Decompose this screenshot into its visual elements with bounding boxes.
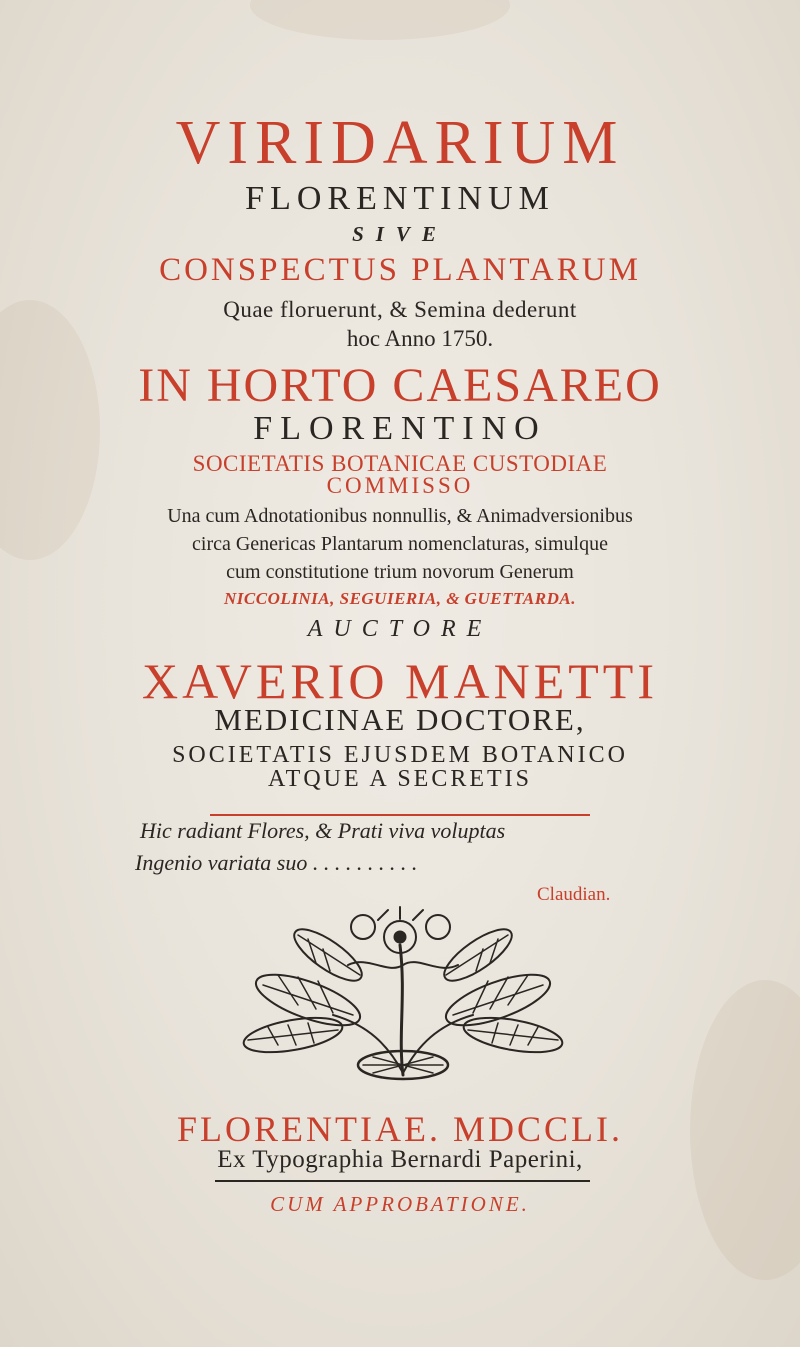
auctore: AUCTORE (307, 616, 493, 642)
epigraph-line-1: Hic radiant Flores, & Prati viva voluptas (140, 818, 506, 843)
horto-caesareo: IN HORTO CAESAREO (138, 359, 662, 412)
paper-stain (250, 0, 510, 40)
circa-line: circa Genericas Plantarum nomenclaturas, simulque (192, 533, 608, 555)
approbation: CUM APPROBATIONE. (270, 1192, 530, 1216)
title-sive: SIVE (352, 222, 448, 246)
epigraph-source: Claudian. (537, 884, 611, 905)
imprint-place: FLORENTIAE. MDCCLI. (177, 1109, 623, 1149)
quae-line: Quae floruerunt, & Semina dederunt (223, 297, 577, 322)
cum-constitutione-line: cum constitutione trium novorum Generum (226, 561, 574, 583)
floral-woodcut-icon (238, 905, 568, 1085)
commisso: COMMISSO (326, 473, 474, 498)
epigraph-line-2: Ingenio variata suo . . . . . . . . . . (135, 850, 418, 875)
florentino: FLORENTINO (253, 410, 547, 447)
author-name: XAVERIO MANETTI (142, 653, 658, 709)
society-line-1: SOCIETATIS EJUSDEM BOTANICO (172, 742, 628, 768)
imprint-printer: Ex Typographia Bernardi Paperini, (217, 1146, 583, 1173)
genera-line: NICCOLINIA, SEGUIERIA, & GUETTARDA. (224, 589, 576, 608)
year-line: hoc Anno 1750. (346, 326, 494, 351)
society-line-2: ATQUE A SECRETIS (267, 766, 533, 792)
societatis-botanicae: SOCIETATIS BOTANICAE CUSTODIAE (192, 451, 608, 476)
title-conspectus: CONSPECTUS PLANTARUM (159, 252, 641, 288)
rule-divider (215, 1180, 590, 1182)
author-degree: MEDICINAE DOCTORE, (214, 702, 586, 737)
title-florentinum: FLORENTINUM (245, 180, 555, 217)
main-title: VIRIDARIUM (175, 109, 625, 177)
rule-divider (210, 814, 590, 816)
una-cum-line: Una cum Adnotationibus nonnullis, & Animadversionibus (167, 505, 633, 527)
